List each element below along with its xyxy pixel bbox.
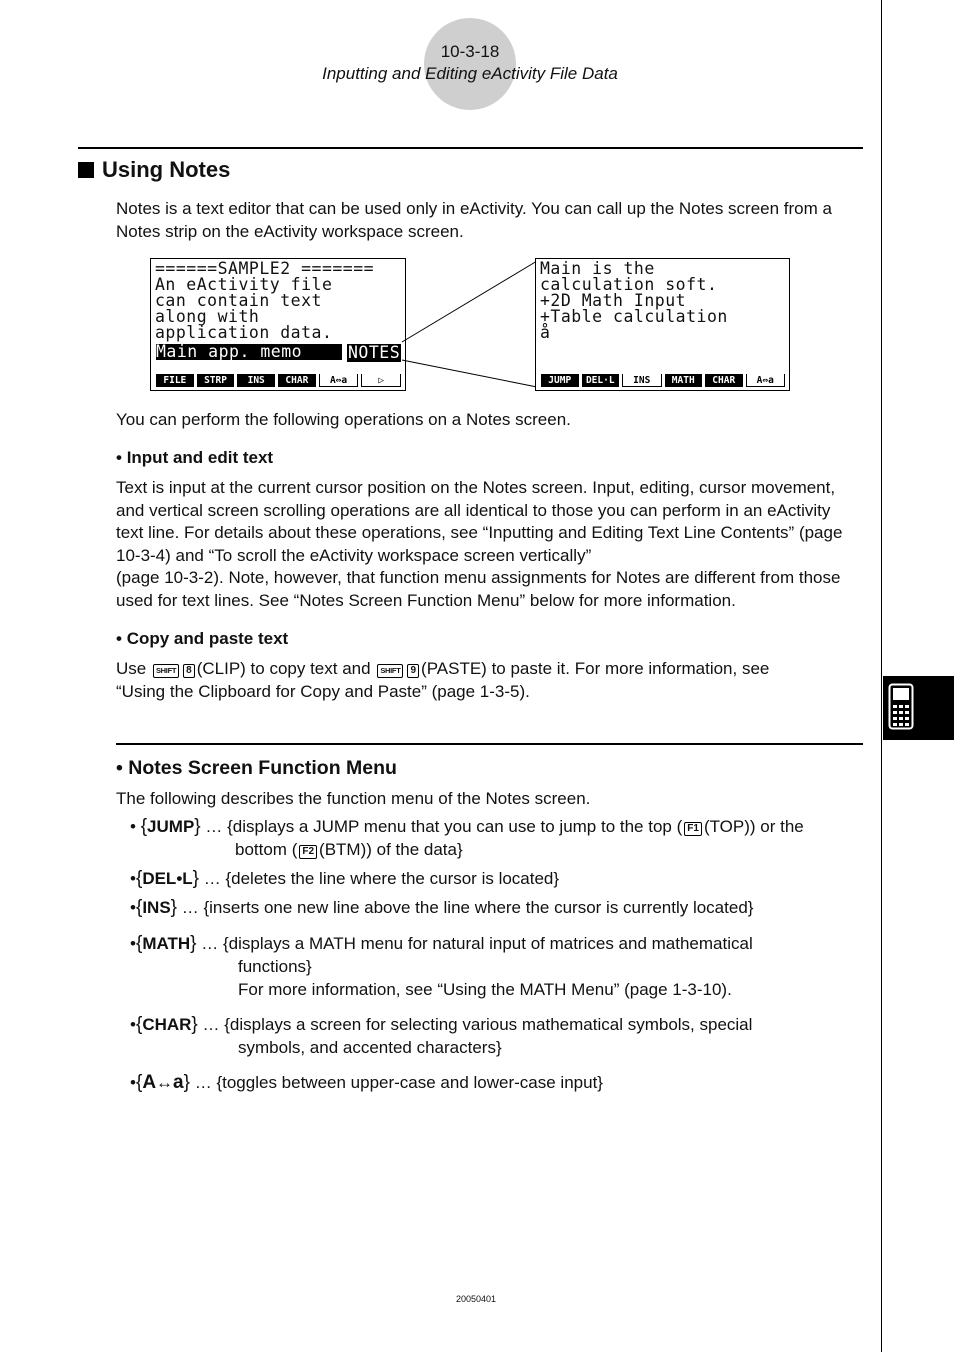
zoom-connector <box>400 255 540 395</box>
shift-key-icon: SHIFT <box>377 664 403 678</box>
f1-key-icon: F1 <box>684 822 702 836</box>
menu-item-jump: • {JUMP} … {displays a JUMP menu that you can use to jump to the top ( F1 (TOP)) or the <box>130 816 804 837</box>
fkey-char: CHAR <box>705 374 743 387</box>
menu-item-jump-desc: bottom ( <box>235 840 298 859</box>
screen-line: can contain text <box>155 291 322 310</box>
f2-key-icon: F2 <box>299 845 317 859</box>
input-edit-heading-text: Input and edit text <box>126 448 274 467</box>
fkey-more: ▷ <box>361 374 401 387</box>
menu-item-ins-desc: … {inserts one new line above the line where the cursor is currently located} <box>181 898 754 917</box>
screen-line: An eActivity file <box>155 275 333 294</box>
menu-item-char: •{CHAR} … {displays a screen for selecting various mathematical symbols, special <box>130 1014 753 1035</box>
screen-line: along with <box>155 307 260 326</box>
menu-item-case: •{A↔a} … {toggles between upper-case and lower-case input} <box>130 1072 603 1093</box>
fkey-del: DEL·L <box>582 374 620 387</box>
fkey-ins: INS <box>237 374 275 387</box>
screen-line: application data. <box>155 323 333 342</box>
fkey-strp: STRP <box>197 374 235 387</box>
fkey-case: A⇔a <box>319 374 359 387</box>
section-rule <box>78 147 863 149</box>
menu-item-math-ref: For more information, see “Using the MATH Menu” (page 1-3-10). <box>238 980 732 999</box>
screen-line: Main is the <box>540 259 655 278</box>
copy-paste-body <box>116 658 864 703</box>
copy-paste-heading: • Copy and paste text <box>116 629 289 648</box>
menu-item-math-desc: … {displays a MATH menu for natural input of matrices and mathematical <box>201 934 753 953</box>
input-edit-body-part2: (page 10-3-2). Note, however, that function menu assignments for Notes are different from those used for text lines. See “Notes Screen Function Menu” below for more information. <box>116 568 841 610</box>
copy-paste-ref: “Using the Clipboard for Copy and Paste” (page 1-3-5). <box>116 681 530 701</box>
shift-key-icon: SHIFT <box>153 664 179 678</box>
menu-item-del: •{DEL•L} … {deletes the line where the cursor is located} <box>130 868 560 889</box>
func-menu-heading-text: Notes Screen Function Menu <box>128 757 397 779</box>
function-key-bar <box>541 374 785 388</box>
fkey-char: CHAR <box>278 374 316 387</box>
copy-paste-clip: (CLIP) to copy text and <box>196 659 371 678</box>
screen-line: +Table calculation <box>540 307 728 326</box>
input-edit-body <box>116 477 861 612</box>
menu-item-case-lower: a <box>173 1072 184 1093</box>
section-title <box>78 157 230 183</box>
menu-item-jump-desc: (TOP)) or the <box>703 817 804 836</box>
copy-paste-use: Use <box>116 659 147 678</box>
menu-item-jump-desc: (BTM)) of the data} <box>319 840 463 859</box>
menu-item-jump-cont <box>235 839 463 862</box>
double-arrow-icon: ↔ <box>156 1073 174 1092</box>
menu-item-math-cont: functions} <box>238 957 312 976</box>
notes-screen <box>535 258 790 391</box>
section-title-text: Using Notes <box>102 157 231 182</box>
notes-strip-tag: NOTES <box>348 343 401 362</box>
menu-item-char-cont: symbols, and accented characters} <box>238 1038 502 1057</box>
footer-code: 20050401 <box>455 1294 497 1304</box>
fkey-jump: JUMP <box>541 374 579 387</box>
menu-item-del-desc: … {deletes the line where the cursor is located} <box>203 869 560 888</box>
fkey-math: MATH <box>665 374 703 387</box>
menu-item-math-name: MATH <box>142 934 191 953</box>
copy-paste-heading-text: Copy and paste text <box>126 629 289 648</box>
key-8-icon: 8 <box>183 664 195 678</box>
func-menu-heading: • Notes Screen Function Menu <box>116 757 397 779</box>
notes-strip-label: Main app. memo <box>156 344 342 360</box>
intro-paragraph: Notes is a text editor that can be used only in eActivity. You can call up the Notes screen from a Notes strip on the eActivity workspace screen. <box>116 199 832 241</box>
menu-item-jump-name: JUMP <box>147 817 195 836</box>
menu-item-ins-name: INS <box>142 898 171 917</box>
square-bullet-icon <box>78 162 94 178</box>
menu-item-case-desc: … {toggles between upper-case and lower-case input} <box>194 1073 603 1092</box>
workspace-screen <box>150 258 406 391</box>
func-menu-intro: The following describes the function menu of the Notes screen. <box>116 789 591 808</box>
screen-line: ======SAMPLE2 ======= <box>155 259 375 278</box>
copy-paste-paste: (PASTE) to paste it. For more information, see <box>421 659 770 678</box>
menu-item-char-name: CHAR <box>142 1015 192 1034</box>
cursor-line: å <box>540 323 551 342</box>
key-9-icon: 9 <box>407 664 419 678</box>
menu-item-math: •{MATH} … {displays a MATH menu for natural input of matrices and mathematical <box>130 933 753 954</box>
fkey-ins: INS <box>622 374 662 387</box>
input-edit-heading: • Input and edit text <box>116 448 274 467</box>
ops-intro: You can perform the following operations on a Notes screen. <box>116 410 571 429</box>
menu-item-case-upper: A <box>142 1072 157 1093</box>
fkey-file: FILE <box>156 374 194 387</box>
page-number: 10-3-18 <box>440 42 500 61</box>
menu-item-char-desc: … {displays a screen for selecting various mathematical symbols, special <box>202 1015 753 1034</box>
chapter-title: Inputting and Editing eActivity File Data <box>322 64 618 83</box>
menu-item-del-name: DEL•L <box>142 869 193 888</box>
screen-line: +2D Math Input <box>540 291 687 310</box>
page-edge-rule <box>881 0 882 1352</box>
menu-item-jump-desc: … {displays a JUMP menu that you can use to jump to the top ( <box>205 817 683 836</box>
screen-line: calculation soft. <box>540 275 718 294</box>
subsection-rule <box>116 743 863 745</box>
calculator-icon <box>888 683 914 731</box>
function-key-bar <box>156 374 401 388</box>
fkey-case: A⇔a <box>746 374 786 387</box>
input-edit-body-part1: Text is input at the current cursor position on the Notes screen. Input, editing, cursor movement, and vertical screen scrolling operations are all identical to those you can perform in an eActivity text line. For details about these operations, see “Inputting and Editing Text Line Contents” (page 10-3-4) and “To scroll the eActivity workspace screen vertically” <box>116 478 843 565</box>
menu-item-ins: •{INS} … {inserts one new line above the line where the cursor is currently located} <box>130 897 754 918</box>
